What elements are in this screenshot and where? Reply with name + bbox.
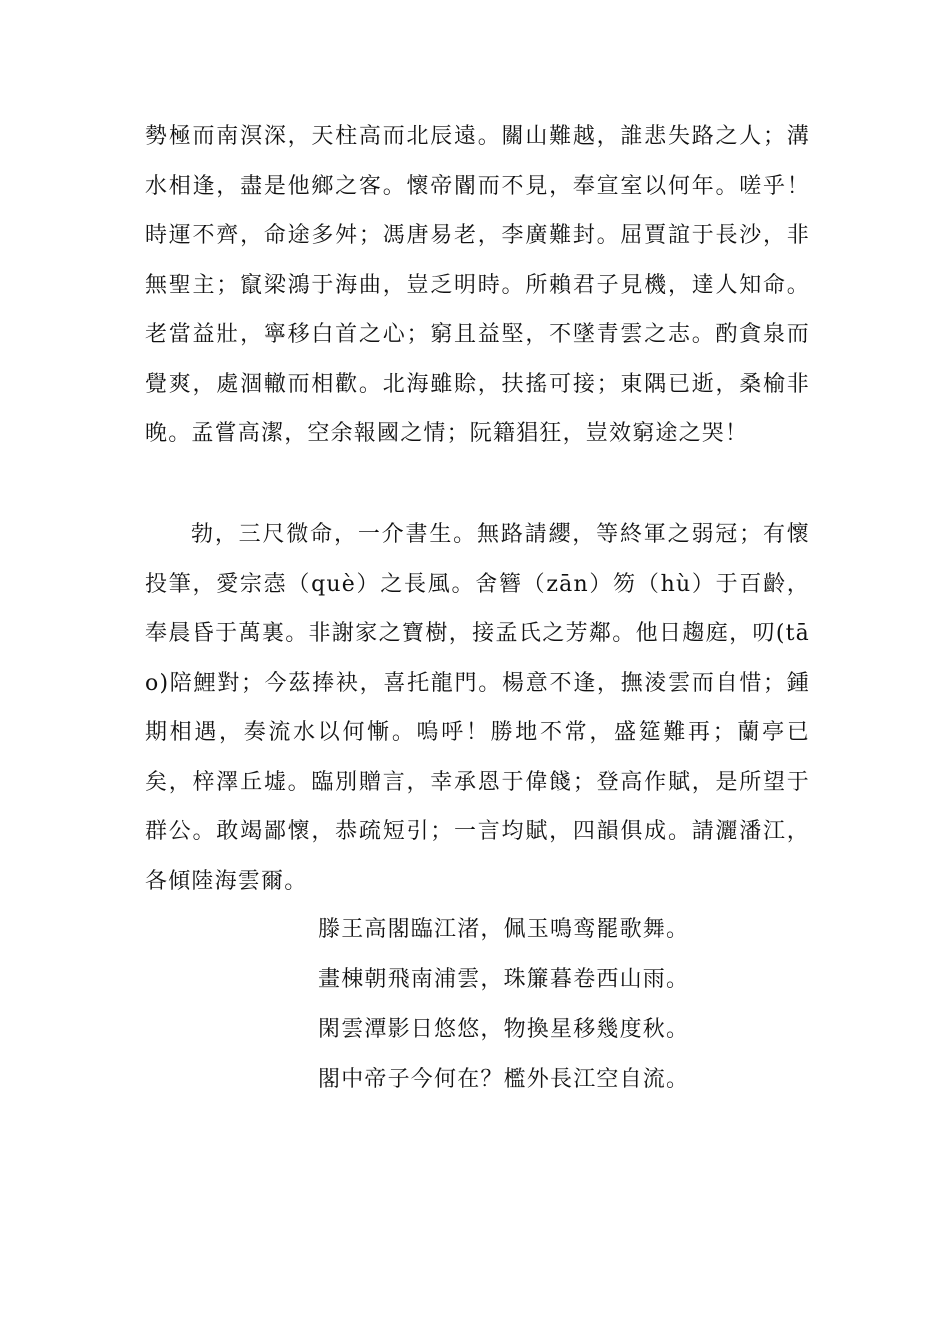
body-paragraph: 勢極而南溟深，天柱高而北辰遠。關山難越，誰悲失路之人；溝水相逢，盡是他鄉之客。懷帝閽而不見，奉宣室以何年。嗟乎！時運不齊，命途多舛；馮唐易老，李廣難封。屈賈誼于長沙，非無聖主；竄梁鴻于海曲，豈乏明時。所賴君子見機，達人知命。老當益壯，寧移白首之心；窮且益堅，不墜青雲之志。酌貪泉而覺爽，處涸轍而相歡。北海雖賒，扶搖可接；東隅已逝，桑榆非晚。孟嘗高潔，空余報國之情；阮籍猖狂，豈效窮途之哭！ (145, 124, 810, 446)
poem-line: 閣中帝子今何在？檻外長江空自流。 (318, 1067, 690, 1092)
poem-block (318, 905, 689, 1105)
poem-line: 滕王高閣臨江渚，佩玉鳴鸾罷歌舞。 (318, 917, 690, 942)
body-paragraph: 勃，三尺微命，一介書生。無路請纓，等終軍之弱冠；有懷投筆，愛宗悫（què）之長風。舍簪（zān）笏（hù）于百齡，奉晨昏于萬裏。非謝家之寶樹，接孟氏之芳鄰。他日趨庭，叨(tāo)陪鯉對；今茲捧袂，喜托龍門。楊意不逢，撫淩雲而自惜；鍾期相遇，奏流水以何慚。嗚呼！勝地不常，盛筵難再；蘭亭已矣，梓澤丘墟。臨別贈言，幸承恩于偉餞；登高作賦，是所望于群公。敢竭鄙懷，恭疏短引；一言均賦，四韻俱成。請灑潘江，各傾陸海雲爾。 (145, 522, 810, 894)
poem-line: 閑雲潭影日悠悠，物換星移幾度秋。 (318, 1017, 690, 1042)
poem-line: 畫棟朝飛南浦雲，珠簾暮卷西山雨。 (318, 967, 690, 992)
